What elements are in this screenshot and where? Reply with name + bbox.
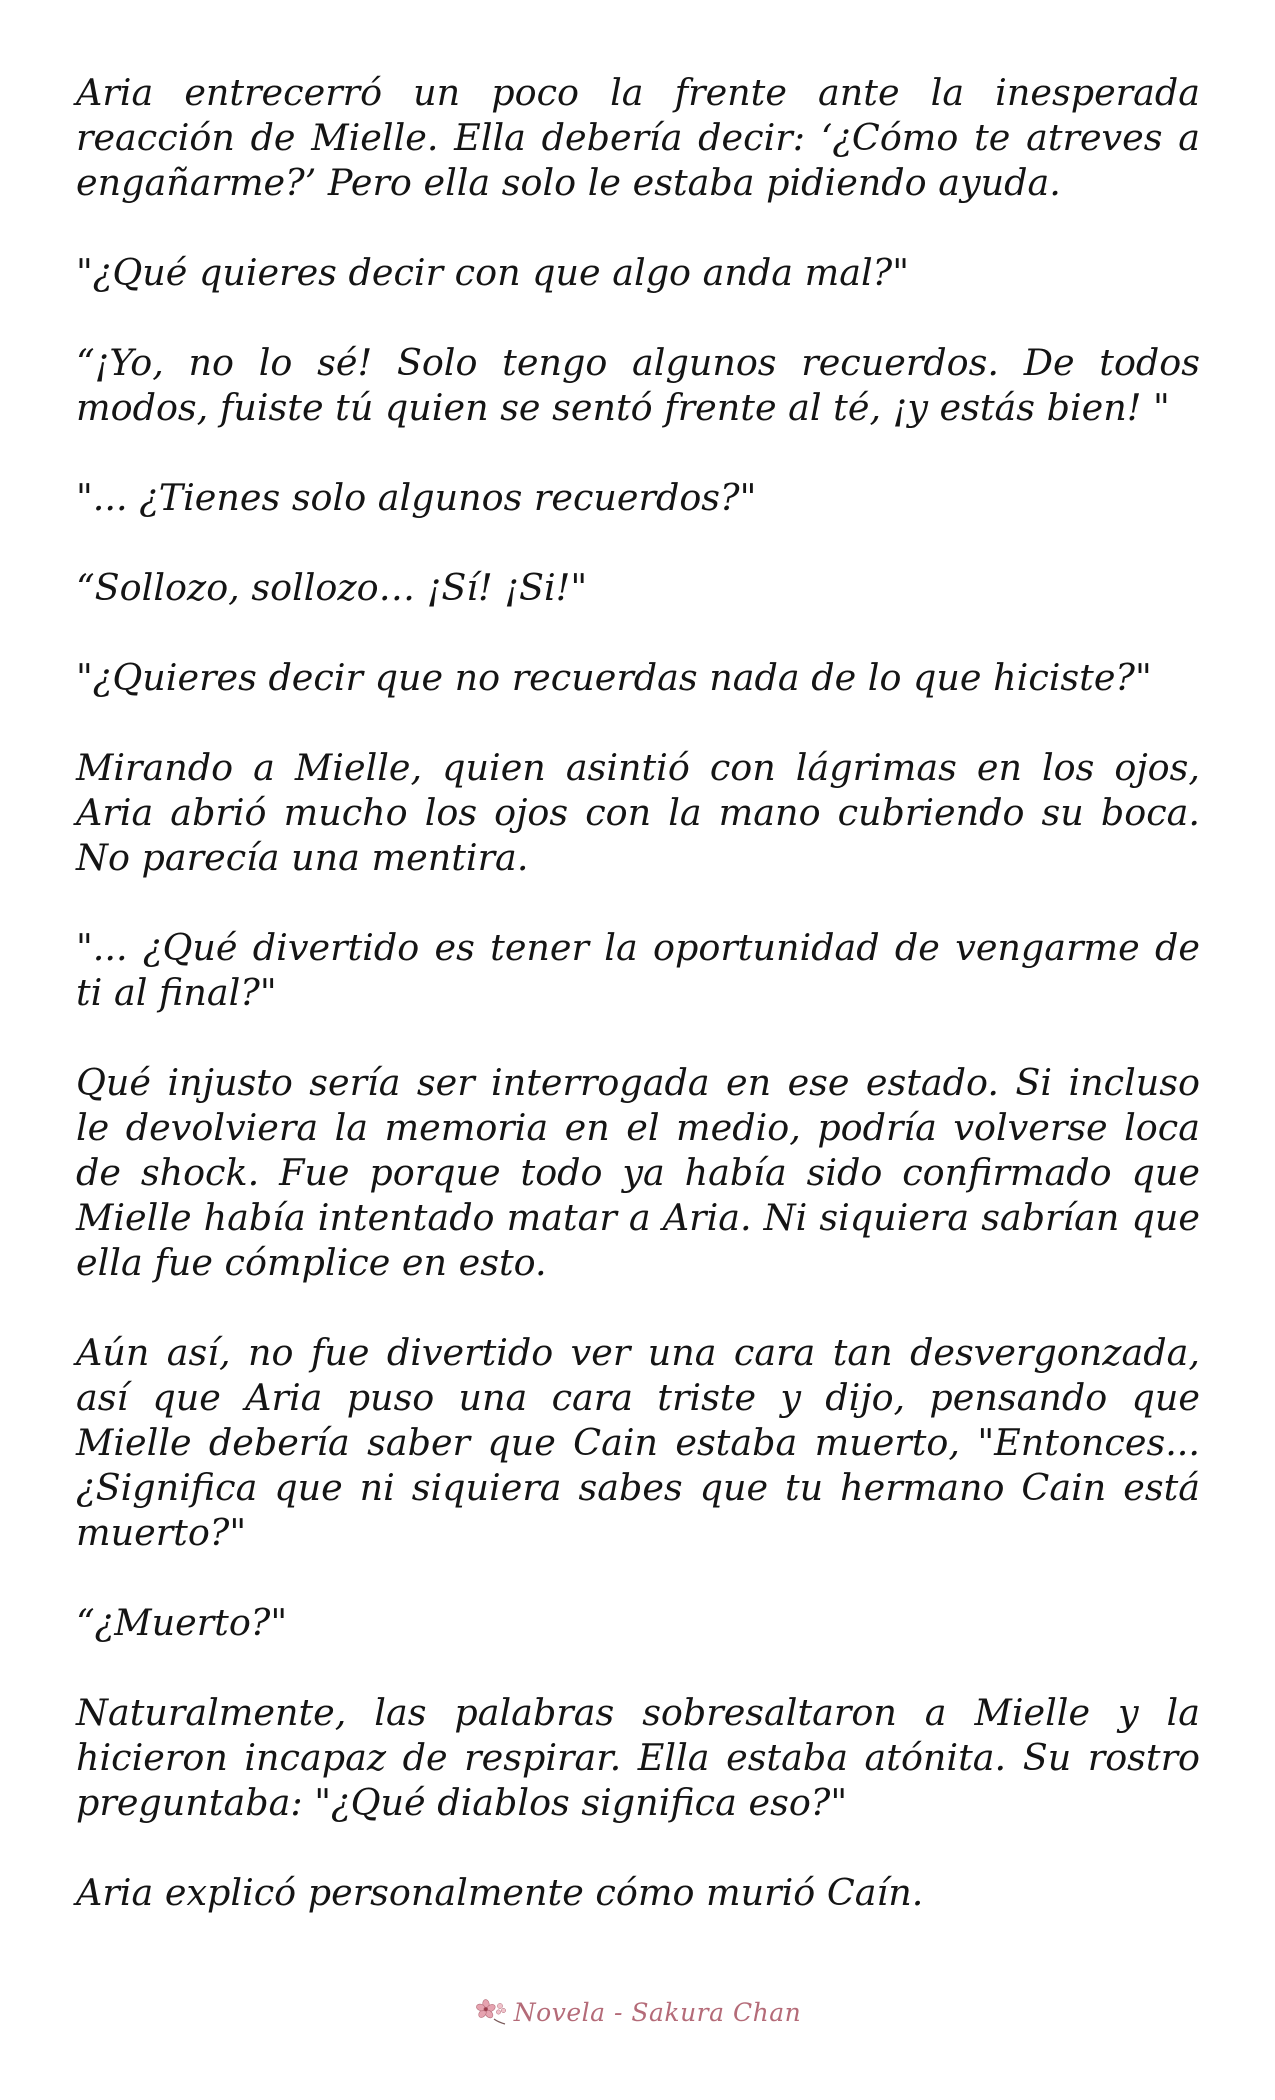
novel-page [76,70,1200,1960]
paragraph: Mirando a Mielle, quien asintió con lágrimas en los ojos, Aria abrió mucho los ojos con la mano cubriendo su boca. No parecía una mentira. [76,746,1200,879]
dialogue-line: "¿Qué quieres decir con que algo anda mal?" [76,251,910,294]
dialogue-line: "... ¿Tienes solo algunos recuerdos?" [76,476,757,519]
paragraph: Aria explicó personalmente cómo murió Caín. [76,1871,924,1914]
watermark-text: Novela - Sakura Chan [513,1997,802,2027]
dialogue-line: “Sollozo, sollozo… ¡Sí! ¡Si!" [76,566,588,609]
dialogue-line: "... ¿Qué divertido es tener la oportunidad de vengarme de ti al final?" [76,926,1200,1014]
paragraph: Qué injusto sería ser interrogada en ese estado. Si incluso le devolviera la memoria en el medio, podría volverse loca de shock. Fue porque todo ya había sido confirmado que Mielle había intentado matar a Aria. Ni siquiera sabrían que ella fue cómplice en esto. [76,1061,1200,1284]
paragraph: Aria entrecerró un poco la frente ante la inesperada reacción de Mielle. Ella debería decir: ‘¿Cómo te atreves a engañarme?’ Pero ella solo le estaba pidiendo ayuda. [76,71,1200,204]
dialogue-line: “¡Yo, no lo sé! Solo tengo algunos recuerdos. De todos modos, fuiste tú quien se sentó frente al té, ¡y estás bien! " [76,341,1200,429]
dialogue-line: "¿Quieres decir que no recuerdas nada de lo que hiciste?" [76,656,1152,699]
paragraph: Naturalmente, las palabras sobresaltaron a Mielle y la hicieron incapaz de respirar. Ella estaba atónita. Su rostro preguntaba: "¿Qué diablos significa eso?" [76,1691,1200,1824]
dialogue-line: “¿Muerto?" [76,1601,288,1644]
paragraph: Aún así, no fue divertido ver una cara tan desvergonzada, así que Aria puso una cara triste y dijo, pensando que Mielle debería saber que Cain estaba muerto, "Entonces... ¿Significa que ni siquiera sabes que tu hermano Cain está muerto?" [76,1331,1200,1554]
footer-watermark [0,1992,1275,2032]
sakura-flower-icon [474,1997,508,2027]
